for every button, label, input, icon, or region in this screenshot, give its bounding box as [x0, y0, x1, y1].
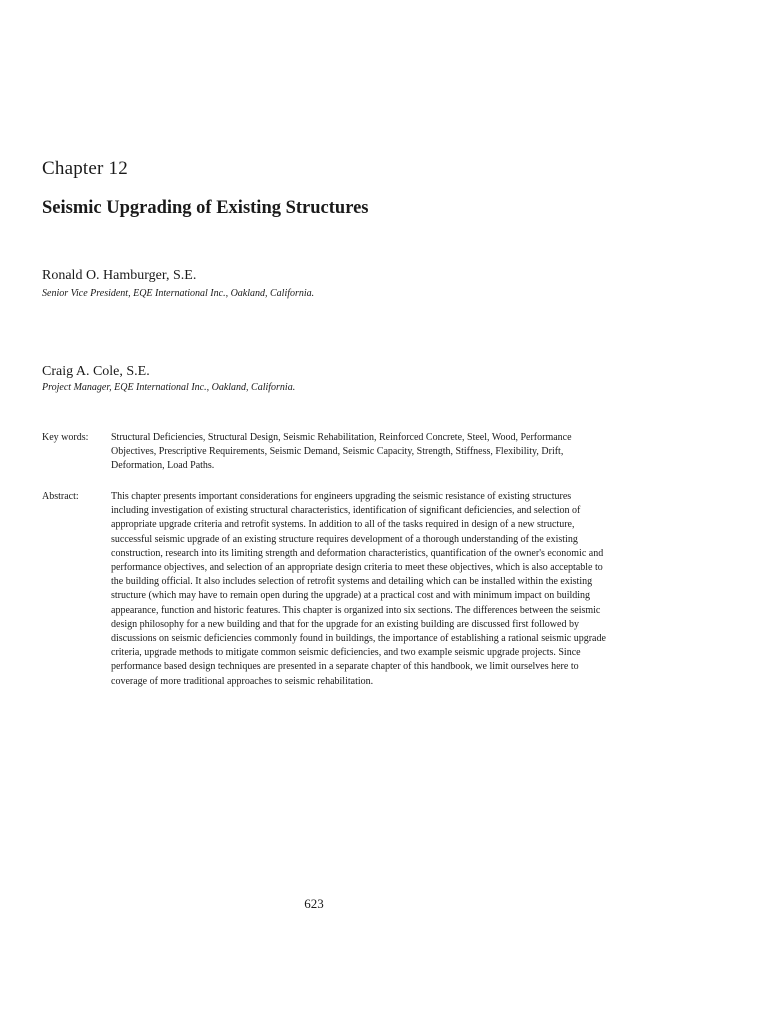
abstract-text: This chapter presents important considerations for engineers upgrading the seismic resistance of existing structures including investigation of existing structural characteristics, identification of significant deficiencies, and selection of appropriate upgrade criteria and retrofit systems. In addition to all of the tasks required in design of a new structure, successful seismic upgrade of an existing structure requires development of a thorough understanding of the existing construction, research into its limiting strength and deformation characteristics, quantification of the owner's economic and performance objectives, and selection of an appropriate design criteria to meet these objectives, which is also acceptable to the building official. It also includes selection of retrofit systems and detailing which can be installed within the existing structure (which may have to remain open during the upgrade) at a practical cost and with minimum impact on building appearance, function and historic features. This chapter is organized into six sections. The differences between the seismic design philosophy for a new building and that for the upgrade for an existing building are discussed first followed by discussions on seismic deficiencies commonly found in buildings, the importance of establishing a rational seismic upgrade criteria, upgrade methods to mitigate common seismic deficiencies, and two example seismic upgrade projects. Since performance based design techniques are presented in a separate chapter of this handbook, we limit ourselves here to coverage of more traditional approaches to seismic rehabilitation. — [111, 491, 606, 687]
chapter-title: Seismic Upgrading of Existing Structures — [42, 198, 369, 218]
keywords-label: Key words: — [42, 432, 89, 443]
abstract-label: Abstract: — [42, 491, 79, 502]
page-number: 623 — [304, 896, 324, 911]
author-affiliation: Senior Vice President, EQE International Inc., Oakland, California. — [42, 288, 315, 299]
keywords-text: Structural Deficiencies, Structural Design, Seismic Rehabilitation, Reinforced Concrete, Steel, Wood, Performance Objectives, Prescriptive Requirements, Seismic Demand, Seismic Capacity, Strength, Stiffness, Flexibility, Drift, Deformation, Load Paths. — [111, 432, 572, 472]
author-affiliation: Project Manager, EQE International Inc., Oakland, California. — [42, 382, 296, 393]
author-name: Craig A. Cole, S.E. — [42, 364, 150, 379]
chapter-number: Chapter 12 — [42, 158, 128, 179]
author-name: Ronald O. Hamburger, S.E. — [42, 268, 197, 283]
